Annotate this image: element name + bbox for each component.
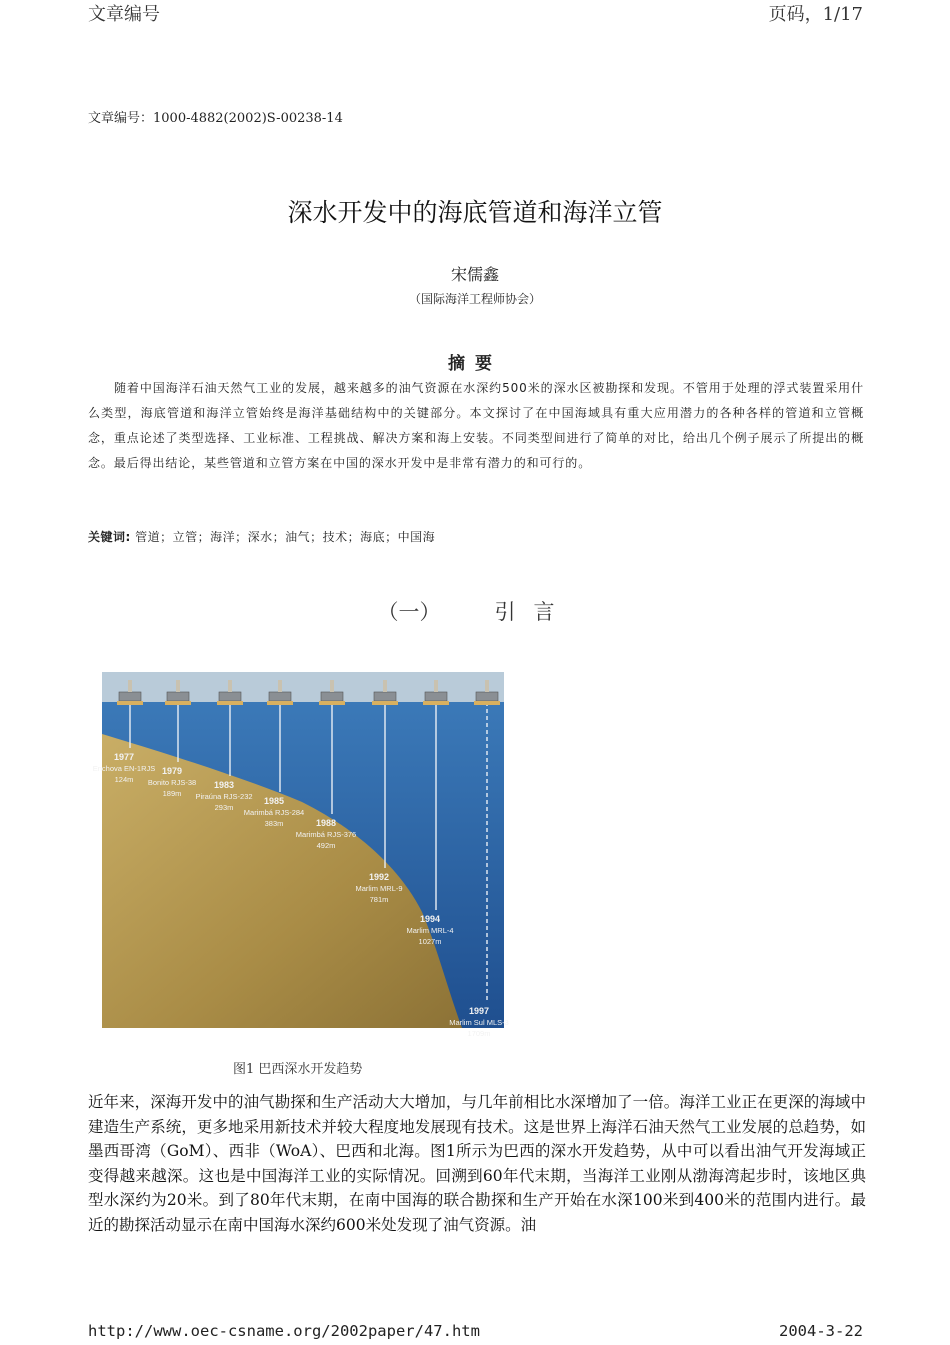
keywords: [88, 528, 435, 545]
article-number: 文章编号：1000-4882(2002)S-00238-14: [88, 111, 343, 126]
milestone-year: 1985: [263, 796, 285, 806]
keywords-label: 关键词:: [88, 530, 131, 544]
section-number: （一）: [377, 600, 441, 624]
footer-date: 2004-3-22: [779, 1322, 863, 1340]
body-paragraph: 近年来，深海开发中的油气勘探和生产活动大大增加，与几年前相比水深增加了一倍。海洋工业正在更深的海域中建造生产系统，更多地采用新技术并较大程度地发展现有技术。这是世界上海洋石油天然气工业发展的总趋势，如墨西哥湾（GoM）、西非（WoA）、巴西和北海。图1所示为巴西的深水开发趋势，从中可以看出油气开发海域正变得越来越深。这也是中国海洋工业的实际情况。回溯到60年代末期，当海洋工业刚从渤海湾起步时，该地区典型水深约为20米。到了80年代末期，在南中国海的联合勘探和生产开始在水深100米到400米的范围内进行。最近的勘探活动显示在南中国海水深约600米处发现了油气资源。油: [88, 1093, 866, 1234]
milestone-name: Bonito RJS-38: [147, 778, 197, 787]
milestone-depth: 189m: [162, 789, 182, 798]
section-name: 引言: [494, 600, 573, 624]
footer-url: http://www.oec-csname.org/2002paper/47.htm: [88, 1322, 480, 1340]
brazil-deepwater-illustration: [92, 672, 509, 1038]
milestone-year: 1983: [213, 780, 235, 790]
keywords-value: 管道；立管；海洋；深水；油气；技术；海底；中国海: [135, 530, 436, 544]
milestone-year: 1979: [161, 766, 183, 776]
milestone-name: Marimbá RJS-284: [243, 808, 305, 817]
milestone-year: 1992: [368, 872, 390, 882]
milestone-depth: 383m: [264, 819, 284, 828]
milestone-name: Marlim Sul MLS-3: [449, 1018, 509, 1027]
milestone-depth: 293m: [214, 803, 234, 812]
milestone-year: 1988: [315, 818, 337, 828]
figure-1: [92, 672, 509, 1038]
milestone-name: Marimbá RJS-376: [295, 830, 357, 839]
milestone-name: Piraúna RJS-232: [195, 792, 253, 801]
section-heading: [0, 596, 950, 626]
figure-caption: 图1 巴西深水开发趋势: [233, 1062, 363, 1077]
header-right: 页码，1/17: [768, 4, 863, 25]
header-left: 文章编号: [88, 4, 160, 25]
milestone-year: 1994: [419, 914, 441, 924]
milestone-depth: 1027m: [418, 937, 442, 946]
milestone-name: Marlim MRL-9: [355, 884, 403, 893]
milestone-name: Enchova EN-1RJS: [92, 764, 156, 773]
abstract-text: 随着中国海洋石油天然气工业的发展，越来越多的油气资源在水深约500米的深水区被勘探和发现。不管用于处理的浮式装置采用什么类型，海底管道和海洋立管始终是海洋基础结构中的关键部分。本文探讨了在中国海域具有重大应用潜力的各种各样的管道和立管概念，重点论述了类型选择、工业标准、工程挑战、解决方案和海上安装。不同类型间进行了简单的对比，给出几个例子展示了所提出的概念。最后得出结论，某些管道和立管方案在中国的深水开发中是非常有潜力的和可行的。: [88, 381, 864, 470]
milestone-name: Marlim MRL-4: [406, 926, 454, 935]
paper-title: 深水开发中的海底管道和海洋立管: [287, 198, 663, 227]
milestone-year: 1977: [113, 752, 135, 762]
author: 宋儒鑫: [450, 265, 499, 284]
milestone-depth: 781m: [369, 895, 389, 904]
milestone-depth: 492m: [316, 841, 336, 850]
milestone-year: 1997: [468, 1006, 490, 1016]
milestone-depth: 124m: [114, 775, 134, 784]
abstract-heading: 摘要: [448, 354, 502, 374]
affiliation: （国际海洋工程师协会）: [408, 292, 541, 306]
milestone-depth: 1709m: [467, 1029, 491, 1038]
